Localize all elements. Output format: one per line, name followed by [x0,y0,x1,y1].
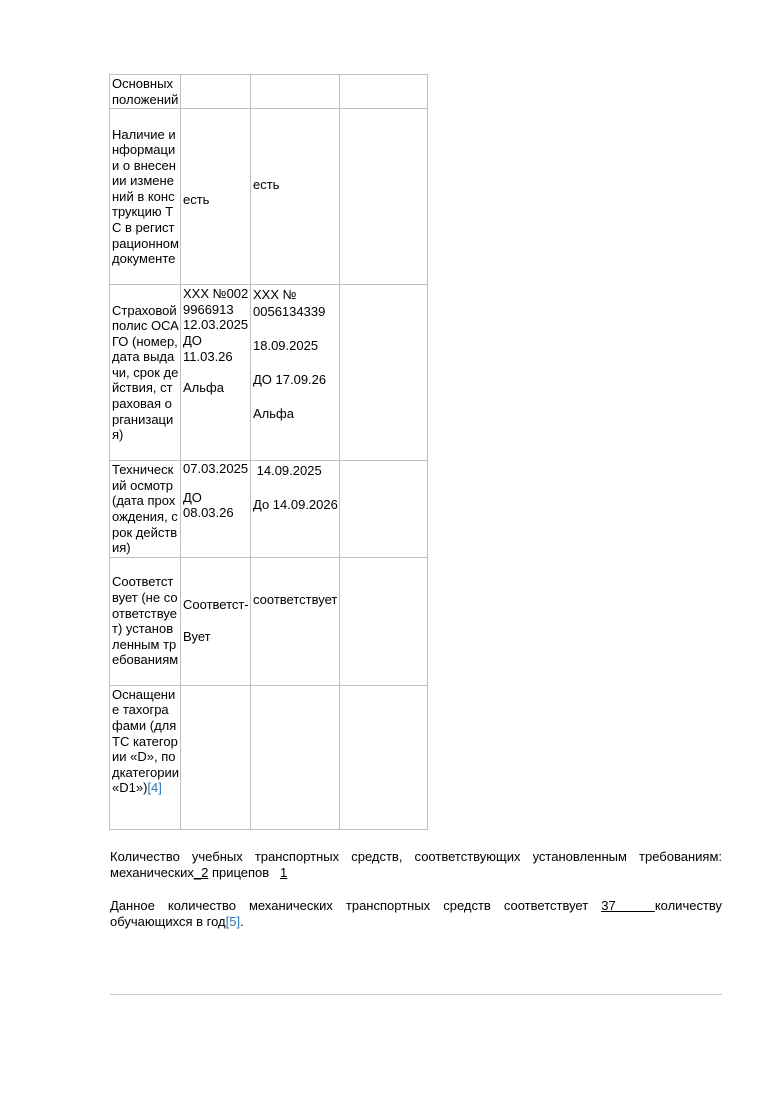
ratio-text-end: . [240,914,244,929]
table-row [110,285,428,461]
cell-line: 08.03.26 [183,504,234,520]
cell-line [253,320,338,337]
vehicles-count-paragraph [110,849,722,881]
table-row [110,109,428,285]
cell-vehicle-1 [181,75,251,109]
ratio-text-before: Данное количество механических транспортных средств соответствует [110,898,602,913]
row-label: Страховой полис ОСАГО (номер, дата выдачи, срок действия, страховая организация) [110,285,181,461]
trailers-label: прицепов [208,865,281,880]
cell-line: есть [253,177,280,193]
cell-line: До 14.09.2026 [253,497,338,513]
cell-line: Альфа [183,379,224,395]
cell-line: ДО [183,490,202,506]
cell-vehicle-2 [251,557,340,685]
cell-vehicle-3 [340,461,428,558]
row-label: Соответствует (не соответствует) установленным требованиям [110,557,181,685]
cell-line: 07.03.2025 [183,461,249,477]
table-row [110,557,428,685]
footnote-divider [110,994,722,995]
students-count: 37 [601,898,655,913]
cell-line: 14.09.2025 [253,463,322,479]
cell-line: ХХХ №0029966913 [183,286,249,317]
cell-line: 12.03.2025 [183,317,249,333]
table-row [110,685,428,829]
cell-line: ДО [183,332,202,348]
cell-line: Соответст- [183,597,249,613]
cell-line: 0056134339 [253,304,326,320]
cell-line: 18.09.2025 [253,338,319,354]
cell-vehicle-2 [251,109,340,285]
cell-line: Вует [183,629,211,645]
cell-vehicle-2 [251,461,340,558]
row-label-text: Оснащение тахографами (для ТС категории «D», подкатегории «D1») [112,686,179,796]
students-ratio-paragraph [110,898,722,930]
row-label: Основных положений [110,75,181,109]
cell-line: ХХХ № [253,287,297,303]
cell-vehicle-3 [340,75,428,109]
cell-line: ДО 17.09.26 [253,372,327,388]
cell-vehicle-2 [251,685,340,829]
cell-vehicle-1 [181,557,251,685]
table-row [110,75,428,109]
cell-line: соответствует [253,591,338,607]
cell-vehicle-3 [340,109,428,285]
vehicles-count-text: Количество учебных транспортных средств, соответствующих установленным требованиям: механических [110,849,722,880]
row-label: Наличие информации о внесении изменений в конструкцию ТС в регистрационном документе [110,109,181,285]
cell-vehicle-3 [340,557,428,685]
cell-line: есть [183,192,210,208]
row-label: Технический осмотр (дата прохождения, срок действия) [110,461,181,558]
cell-line [183,364,249,380]
table-row [110,461,428,558]
cell-line [253,354,338,371]
cell-vehicle-2 [251,285,340,461]
ratio-text-after: количеству обучающихся в год [110,898,723,929]
cell-vehicle-1 [181,109,251,285]
row-label [110,685,181,829]
footnote-ref-4[interactable]: [4] [147,780,162,796]
cell-vehicle-1 [181,461,251,558]
trailers-count: 1 [280,865,288,880]
cell-line: Альфа [253,406,294,422]
mechanical-count: _2 [193,865,209,880]
cell-vehicle-3 [340,285,428,461]
cell-line [183,613,249,629]
cell-line: 11.03.26 [183,348,233,364]
cell-vehicle-1 [181,685,251,829]
cell-vehicle-1 [181,285,251,461]
vehicle-info-table [109,74,428,830]
cell-vehicle-3 [340,685,428,829]
cell-line [253,479,338,496]
cell-line [253,388,338,405]
cell-line [183,477,249,492]
footnote-ref-5[interactable]: [5] [225,914,241,929]
cell-vehicle-2 [251,75,340,109]
